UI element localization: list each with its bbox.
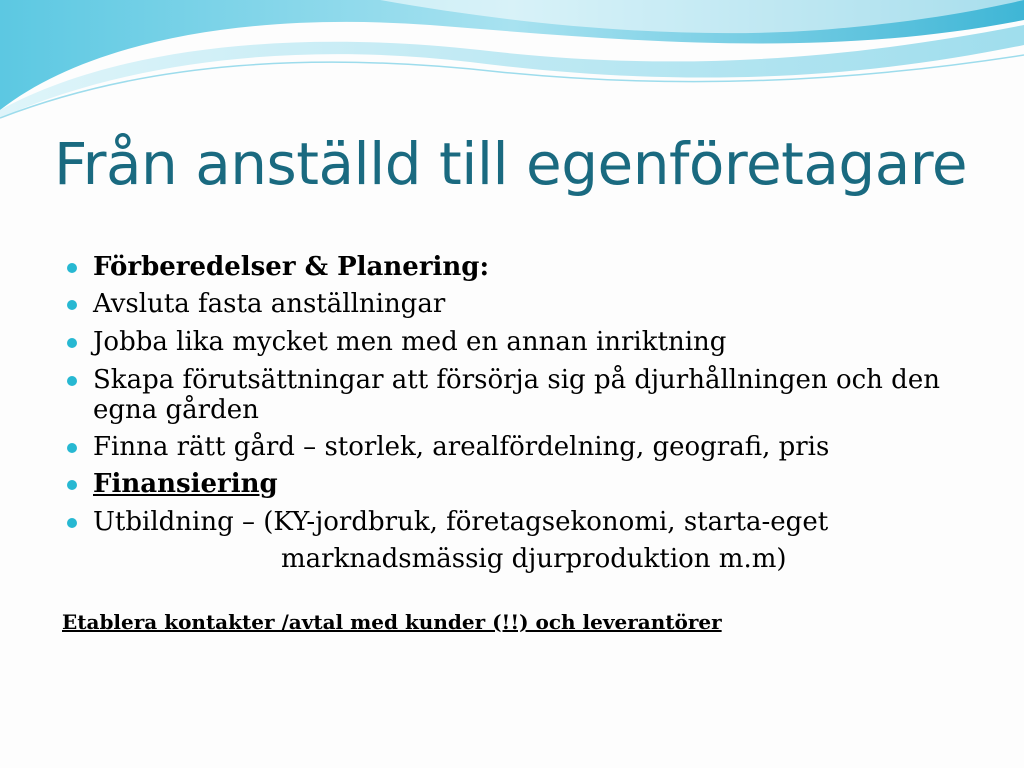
slide-title: Från anställd till egenföretagare — [54, 130, 968, 198]
bullet-dot-icon — [67, 338, 77, 348]
bullet-text: Finansiering — [93, 469, 278, 499]
bullet-item — [93, 365, 973, 425]
bullet-item — [93, 507, 973, 574]
bullet-text: Skapa förutsättningar att försörja sig på djurhållningen och den — [93, 365, 940, 395]
bullet-dot-icon — [67, 443, 77, 453]
bullet-item — [93, 289, 973, 319]
bullet-text: Jobba lika mycket men med en annan inriktning — [93, 327, 727, 357]
bullet-text: Finna rätt gård – storlek, arealfördelning, geografi, pris — [93, 432, 830, 462]
bullet-dot-icon — [67, 376, 77, 386]
bullet-text: Utbildning – (KY-jordbruk, företagsekonomi, starta-eget — [93, 507, 829, 537]
footer-note: Etablera kontakter /avtal med kunder (!!) och leverantörer — [62, 610, 722, 634]
bullet-item — [93, 432, 973, 462]
bullet-text-continuation: egna gården — [93, 395, 259, 425]
bullet-dot-icon — [67, 300, 77, 310]
decorative-wave-header — [0, 0, 1024, 130]
bullet-text: Avsluta fasta anställningar — [93, 289, 446, 319]
bullet-item — [93, 252, 973, 282]
bullet-dot-icon — [67, 518, 77, 528]
bullet-text-continuation: marknadsmässig djurproduktion m.m) — [281, 544, 787, 574]
bullet-dot-icon — [67, 480, 77, 490]
bullet-item — [93, 327, 973, 357]
bullet-item — [93, 469, 973, 499]
bullet-text: Förberedelser & Planering: — [93, 252, 490, 282]
bullet-dot-icon — [67, 263, 77, 273]
